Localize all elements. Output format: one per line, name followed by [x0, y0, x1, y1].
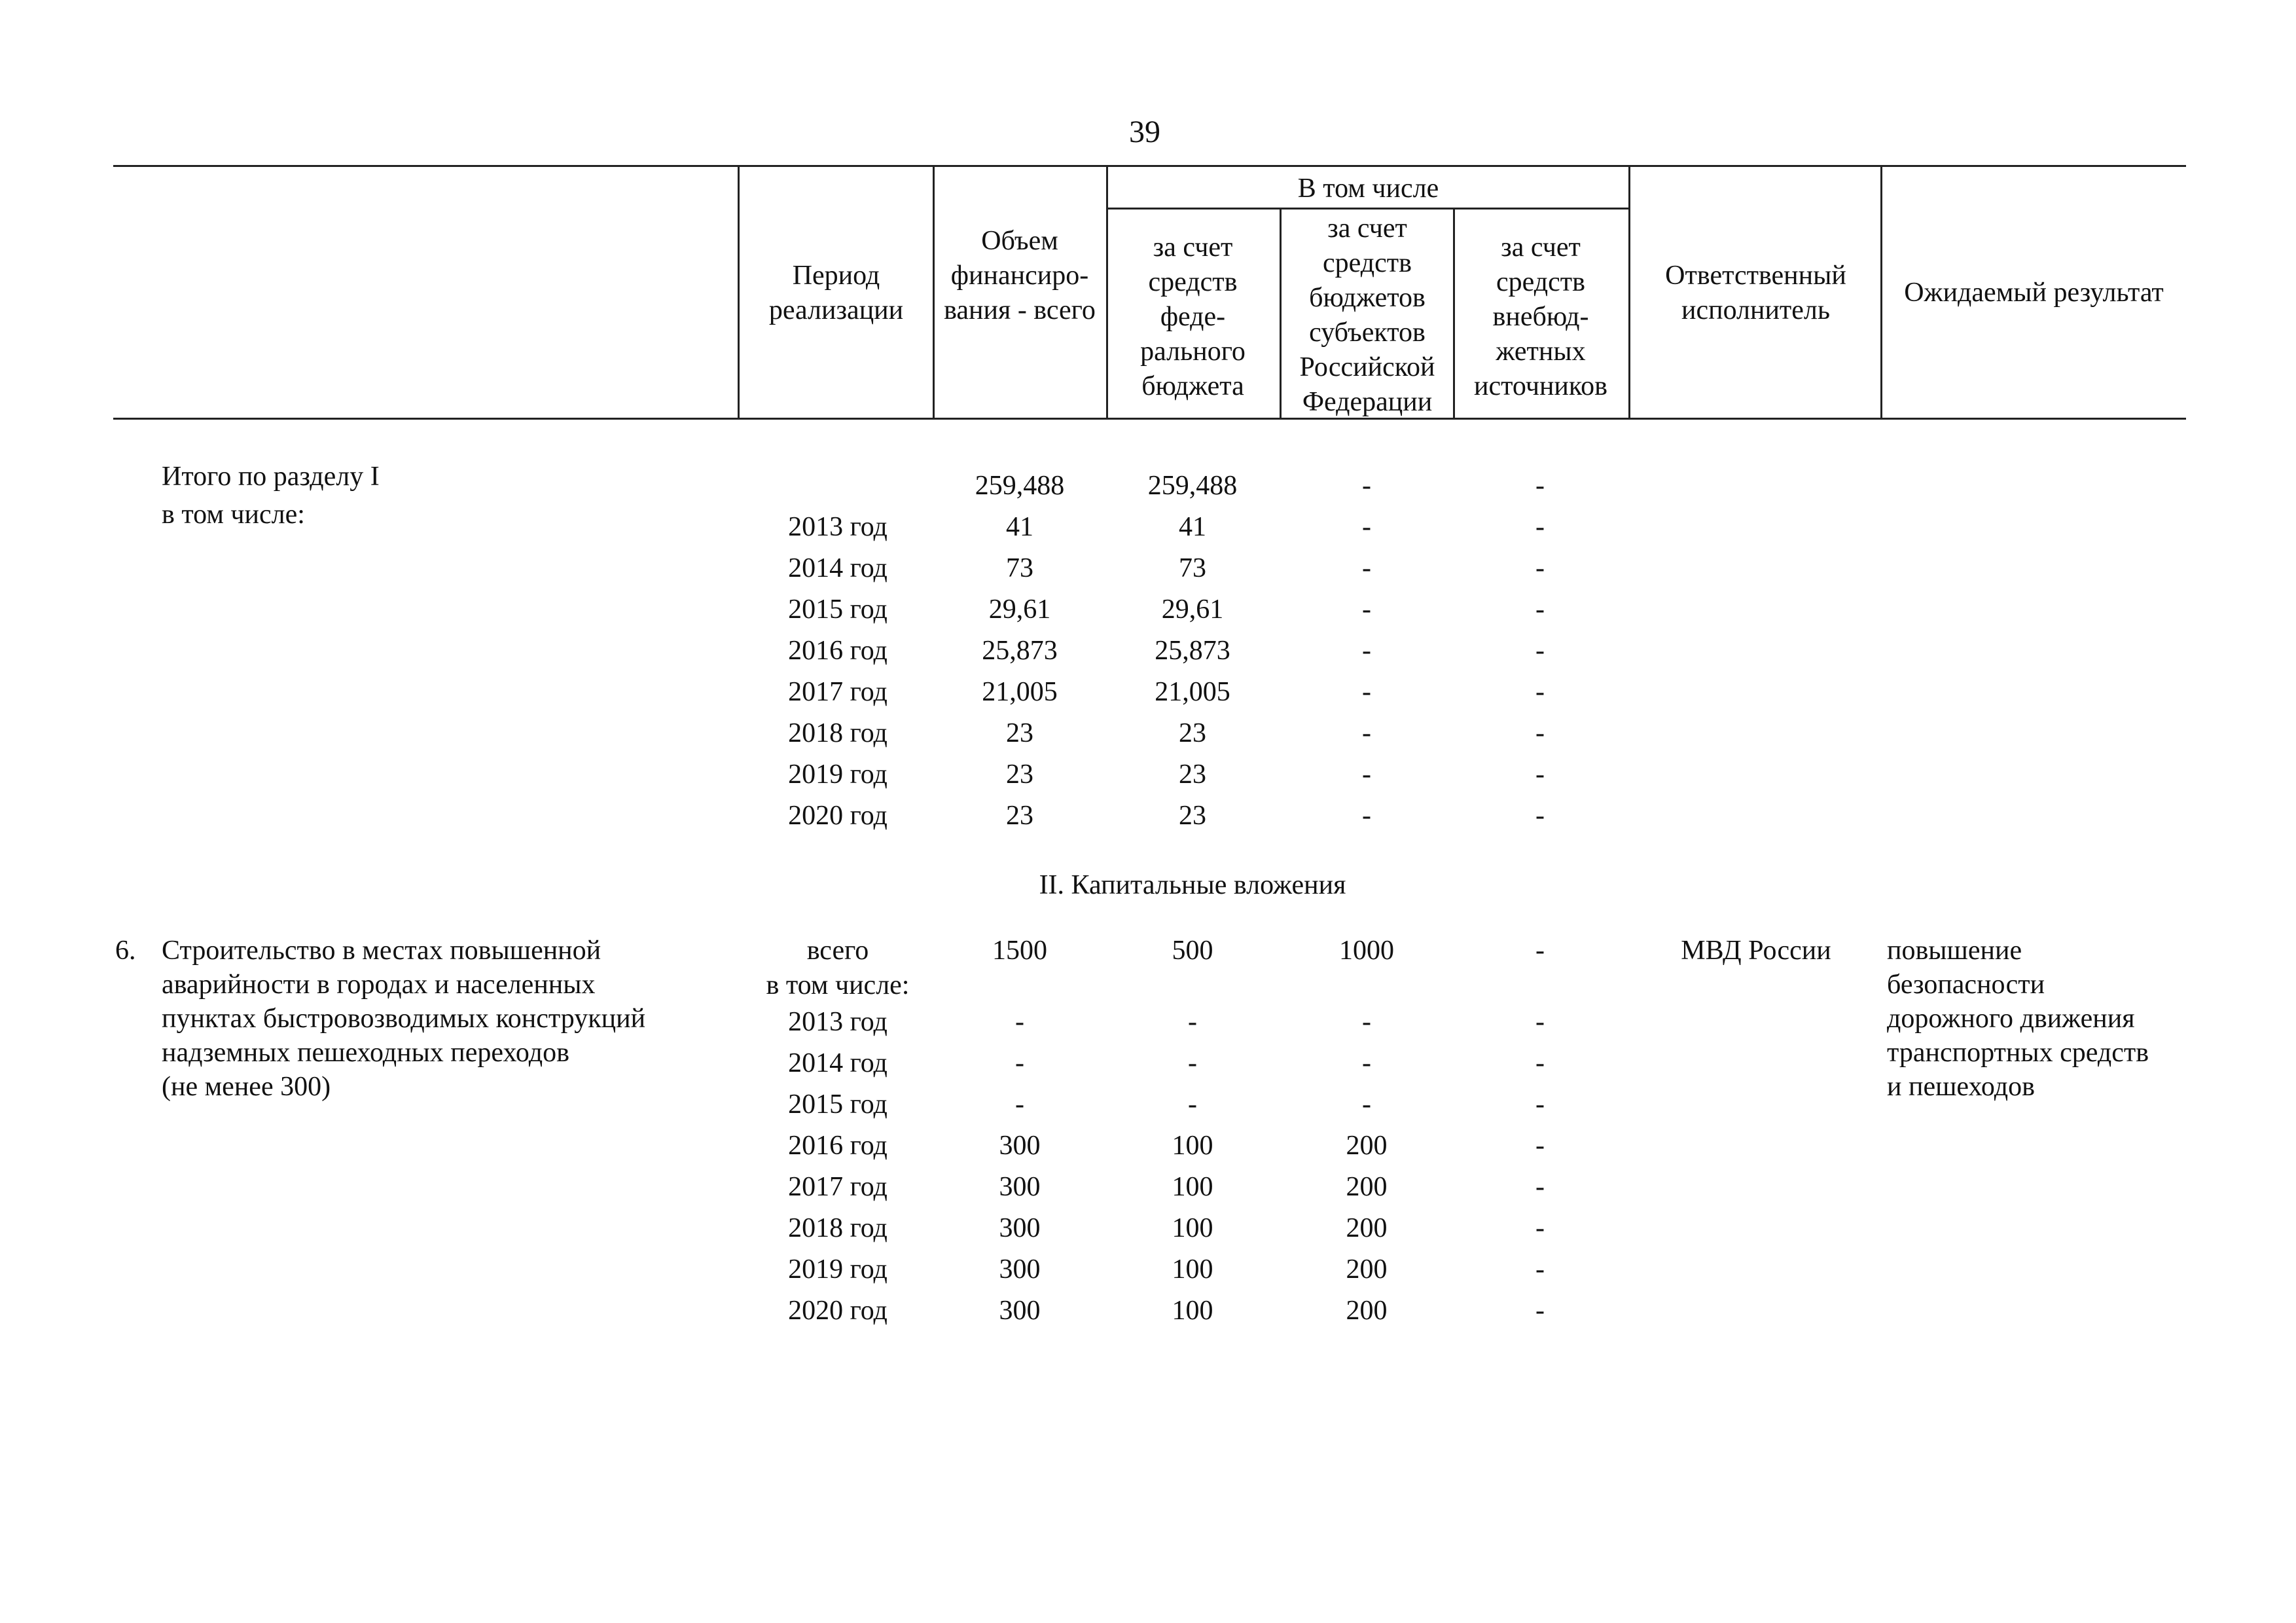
item6-extra-column: [1475, 1002, 1605, 1332]
regional-cell: -: [1362, 718, 1371, 748]
federal-cell: -: [1188, 1089, 1197, 1120]
header-federal: за счет средств феде- рального бюджета: [1140, 232, 1246, 401]
regional-cell: -: [1362, 636, 1371, 666]
total-cell: 21,005: [982, 677, 1058, 707]
regional-cell: -: [1362, 594, 1371, 625]
item-regional-cell: 1000: [1339, 936, 1394, 966]
regional-cell: -: [1362, 1089, 1371, 1120]
col-divider: [1453, 208, 1455, 420]
total-cell: -: [1015, 1089, 1024, 1120]
total-cell: 259,488: [975, 471, 1065, 501]
regional-cell: -: [1362, 801, 1371, 831]
federal-cell: 23: [1179, 801, 1206, 831]
regional-cell: 200: [1346, 1131, 1388, 1161]
regional-cell: -: [1362, 471, 1371, 501]
total-cell: 73: [1006, 553, 1033, 583]
item-description-line: аварийности в городах и населенных: [162, 970, 596, 1000]
extra-cell: -: [1535, 636, 1545, 666]
header-including: В том числе: [1297, 173, 1439, 204]
item-description: [162, 934, 645, 1104]
col-divider: [1880, 165, 1882, 420]
federal-cell: 29,61: [1161, 594, 1224, 625]
period-cell: 2017 год: [788, 677, 888, 707]
item-federal-cell: 500: [1172, 936, 1213, 966]
col-divider: [933, 165, 935, 420]
table-header-top-rule: [113, 165, 2186, 167]
extra-cell: -: [1535, 1089, 1545, 1120]
item-number: 6.: [115, 936, 136, 966]
item-total-cell: 1500: [992, 936, 1047, 966]
total-cell: 300: [999, 1172, 1041, 1202]
federal-cell: 21,005: [1155, 677, 1230, 707]
period-cell: 2014 год: [788, 553, 888, 583]
item-result-line: транспортных средств: [1887, 1038, 2149, 1068]
item-description-line: Строительство в местах повышенной: [162, 936, 601, 966]
total-cell: -: [1015, 1048, 1024, 1078]
item-period-including: в том числе:: [766, 970, 910, 1000]
federal-cell: -: [1188, 1007, 1197, 1037]
regional-cell: 200: [1346, 1254, 1388, 1285]
item-result-line: дорожного движения: [1887, 1004, 2135, 1034]
table-header-bottom-rule: [113, 418, 2186, 420]
regional-cell: 200: [1346, 1172, 1388, 1202]
period-cell: 2015 год: [788, 594, 888, 625]
period-cell: 2019 год: [788, 1254, 888, 1285]
item6-period-column: [753, 1002, 923, 1332]
item-result: [1887, 934, 2149, 1104]
federal-cell: 259,488: [1147, 471, 1238, 501]
regional-cell: -: [1362, 512, 1371, 542]
extra-cell: -: [1535, 553, 1545, 583]
total-cell: 300: [999, 1131, 1041, 1161]
section1-total-column: [948, 465, 1092, 837]
header-extrabudget: за счет средств внебюд- жетных источников: [1473, 232, 1607, 401]
federal-cell: 100: [1172, 1213, 1213, 1243]
extra-cell: -: [1535, 1172, 1545, 1202]
regional-cell: -: [1362, 677, 1371, 707]
item-result-line: и пешеходов: [1887, 1072, 2035, 1102]
page-number: 39: [1129, 115, 1160, 149]
extra-cell: -: [1535, 512, 1545, 542]
section1-regional-column: [1301, 465, 1432, 837]
regional-cell: -: [1362, 1007, 1371, 1037]
period-cell: 2016 год: [788, 636, 888, 666]
total-cell: 41: [1006, 512, 1033, 542]
federal-cell: 23: [1179, 718, 1206, 748]
total-cell: -: [1015, 1007, 1024, 1037]
item6-total-column: [948, 1002, 1092, 1332]
extra-cell: -: [1535, 1296, 1545, 1326]
regional-cell: -: [1362, 553, 1371, 583]
header-responsible: Ответственный исполнитель: [1665, 261, 1846, 325]
period-cell: 2018 год: [788, 1213, 888, 1243]
col-divider: [1280, 208, 1282, 420]
extra-cell: -: [1535, 1007, 1545, 1037]
period-cell: 2014 год: [788, 1048, 888, 1078]
header-result: Ожидаемый результат: [1904, 278, 2164, 308]
regional-cell: 200: [1346, 1296, 1388, 1326]
total-cell: 300: [999, 1296, 1041, 1326]
section2-title: II. Капитальные вложения: [1039, 870, 1346, 900]
period-cell: 2016 год: [788, 1131, 888, 1161]
including-group-rule: [1106, 208, 1630, 210]
period-cell: [753, 465, 923, 507]
item-result-line: повышение: [1887, 936, 2022, 966]
period-cell: 2015 год: [788, 1089, 888, 1120]
regional-cell: -: [1362, 1048, 1371, 1078]
total-cell: 25,873: [982, 636, 1058, 666]
item-responsible: МВД России: [1681, 936, 1831, 966]
regional-cell: 200: [1346, 1213, 1388, 1243]
period-cell: 2018 год: [788, 718, 888, 748]
total-cell: 23: [1006, 759, 1033, 790]
federal-cell: -: [1188, 1048, 1197, 1078]
total-cell: 300: [999, 1213, 1041, 1243]
section1-federal-column: [1121, 465, 1265, 837]
section1-total-label: Итого по разделу I: [162, 462, 380, 492]
item-description-line: надземных пешеходных переходов: [162, 1038, 569, 1068]
total-cell: 300: [999, 1254, 1041, 1285]
section1-including-label: в том числе:: [162, 500, 305, 530]
item-description-line: (не менее 300): [162, 1072, 331, 1102]
extra-cell: -: [1535, 718, 1545, 748]
col-divider: [1628, 165, 1630, 420]
item6-federal-column: [1121, 1002, 1265, 1332]
extra-cell: -: [1535, 1131, 1545, 1161]
federal-cell: 100: [1172, 1296, 1213, 1326]
item-extra-cell: -: [1535, 936, 1545, 966]
extra-cell: -: [1535, 471, 1545, 501]
regional-cell: -: [1362, 759, 1371, 790]
period-cell: 2013 год: [788, 1007, 888, 1037]
extra-cell: -: [1535, 801, 1545, 831]
federal-cell: 100: [1172, 1131, 1213, 1161]
extra-cell: -: [1535, 677, 1545, 707]
federal-cell: 100: [1172, 1172, 1213, 1202]
period-cell: 2020 год: [788, 1296, 888, 1326]
federal-cell: 73: [1179, 553, 1206, 583]
section1-extra-column: [1475, 465, 1605, 837]
extra-cell: -: [1535, 594, 1545, 625]
federal-cell: 100: [1172, 1254, 1213, 1285]
header-volume: Объем финансиро- вания - всего: [944, 226, 1096, 325]
total-cell: 23: [1006, 801, 1033, 831]
extra-cell: -: [1535, 1254, 1545, 1285]
federal-cell: 41: [1179, 512, 1206, 542]
item6-regional-column: [1301, 1002, 1432, 1332]
header-period: Период реализации: [768, 261, 904, 325]
total-cell: 29,61: [988, 594, 1051, 625]
item-result-line: безопасности: [1887, 970, 2045, 1000]
extra-cell: -: [1535, 1213, 1545, 1243]
extra-cell: -: [1535, 759, 1545, 790]
section1-period-column: [753, 465, 923, 837]
federal-cell: 25,873: [1155, 636, 1230, 666]
item-period-total: всего: [806, 936, 869, 966]
period-cell: 2017 год: [788, 1172, 888, 1202]
federal-cell: 23: [1179, 759, 1206, 790]
extra-cell: -: [1535, 1048, 1545, 1078]
header-regional: за счет средств бюджетов субъектов Российской Федерации: [1299, 213, 1435, 417]
period-cell: 2019 год: [788, 759, 888, 790]
period-cell: 2013 год: [788, 512, 888, 542]
item-description-line: пунктах быстровозводимых конструкций: [162, 1004, 646, 1034]
total-cell: 23: [1006, 718, 1033, 748]
period-cell: 2020 год: [788, 801, 888, 831]
col-divider: [738, 165, 740, 420]
